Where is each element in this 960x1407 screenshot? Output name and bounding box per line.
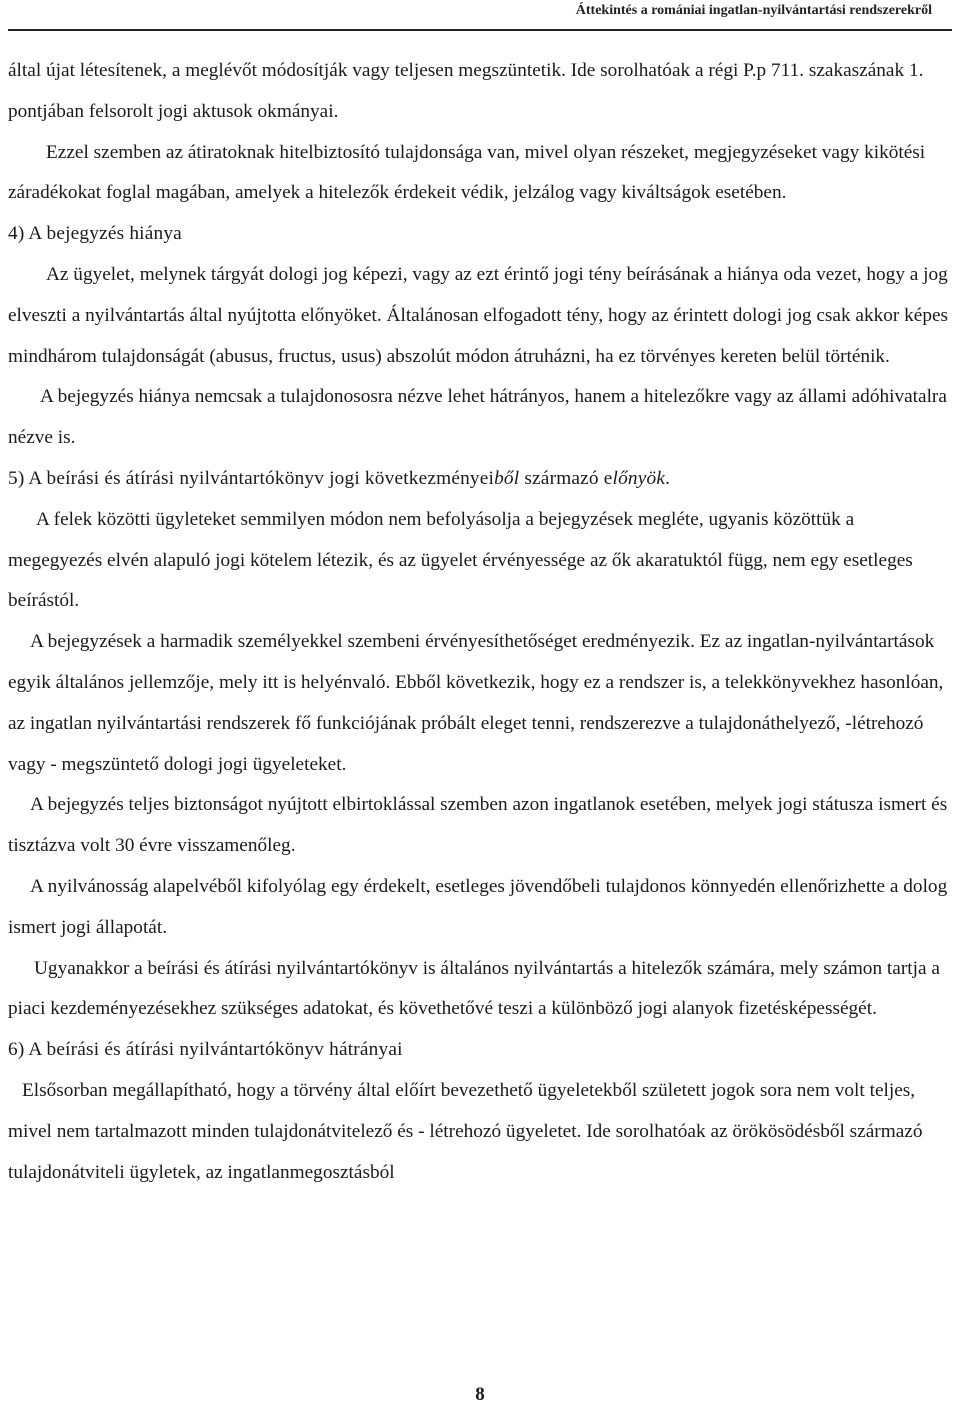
document-body [8,51,952,1193]
paragraph: által újat létesítenek, a meglévőt módosítják vagy teljesen megszüntetik. Ide sorolhatóak a régi P.p 711. szakaszának 1. pontjában felsorolt jogi aktusok okmányai. [8,60,924,122]
paragraph: Ugyanakkor a beírási és átírási nyilvántartókönyv is általános nyilvántartás a hitelezők számára, mely számon tartja a piaci kezdeményezésekhez szükséges adatokat, és követhetővé teszi a különböző jogi alanyok fizetésképességét. [8,957,940,1020]
heading-text: származó e [519,467,613,489]
heading-text: 5) A beírási és átírási nyilvántartókönyv jogi következményei [8,467,495,489]
heading-italic: lőnyök [612,467,666,489]
paragraph: A bejegyzések a harmadik személyekkel szembeni érvényesíthetőséget eredményezik. Ez az ingatlan-nyilvántartások egyik általános jellemzője, mely itt is helyénvaló. Ebből következik, hogy ez a rendszer is, a telekkönyvekhez hasonlóan, az ingatlan nyilvántartási rendszerek fő funkciójának próbált eleget tenni, rendszerezve a tulajdonáthelyező, -létrehozó vagy - megszüntető dologi jogi ügyeleteket. [8,631,944,775]
paragraph: A nyilvánosság alapelvéből kifolyólag egy érdekelt, esetleges jövendőbeli tulajdonos könnyedén ellenőrizhette a dolog ismert jogi állapotát. [8,875,948,938]
paragraph: A felek közötti ügyleteket semmilyen módon nem befolyásolja a bejegyzések megléte, ugyanis közöttük a megegyezés elvén alapuló jogi kötelem létezik, és az ügyelet érvényessége az ők akaratuktól függ, nem egy esetleges beírástól. [8,508,913,612]
section-heading: 4) A bejegyzés hiánya [8,223,182,245]
paragraph: A bejegyzés teljes biztonságot nyújtott elbirtoklással szemben azon ingatlanok esetében, melyek jogi státusza ismert és tisztázva volt 30 évre visszamenőleg. [8,794,948,857]
header-divider [8,29,952,31]
paragraph: Az ügyelet, melynek tárgyát dologi jog képezi, vagy az ezt érintő jogi tény beírásának a hiánya oda vezet, hogy a jog elveszti a nyilvántartás által nyújtotta előnyöket. Általánosan elfogadott tény, hogy az érintett dologi jog csak akkor képes mindhárom tulajdonságát (abusus, fructus, usus) abszolút módon átruházni, ha ez törvényes kereten belül történik. [8,263,949,367]
running-header: Áttekintés a romániai ingatlan-nyilvántartási rendszerekről [575,3,932,18]
section-heading [8,459,952,500]
page-number: 8 [475,1384,485,1405]
section-heading: 6) A beírási és átírási nyilvántartókönyv hátrányai [8,1039,403,1061]
paragraph: Ezzel szemben az átiratoknak hitelbiztosító tulajdonsága van, mivel olyan részeket, megjegyzéseket vagy kikötési záradékokat foglal magában, amelyek a hitelezők érdekeit védik, jelzálog vagy kiváltságok esetében. [8,141,926,204]
heading-text: . [665,467,671,489]
paragraph: A bejegyzés hiánya nemcsak a tulajdonososra nézve lehet hátrányos, hanem a hitelezőkre vagy az állami adóhivatalra nézve is. [8,386,947,449]
paragraph: Elsősorban megállapítható, hogy a törvény által előírt bevezethető ügyeletekből született jogok sora nem volt teljes, mivel nem tartalmazott minden tulajdonátvitelező és - létrehozó ügyeletet. Ide sorolhatóak az örökösödésből származó tulajdonátviteli ügyletek, az ingatlanmegosztásból [8,1079,923,1183]
heading-italic: ből [494,467,520,489]
